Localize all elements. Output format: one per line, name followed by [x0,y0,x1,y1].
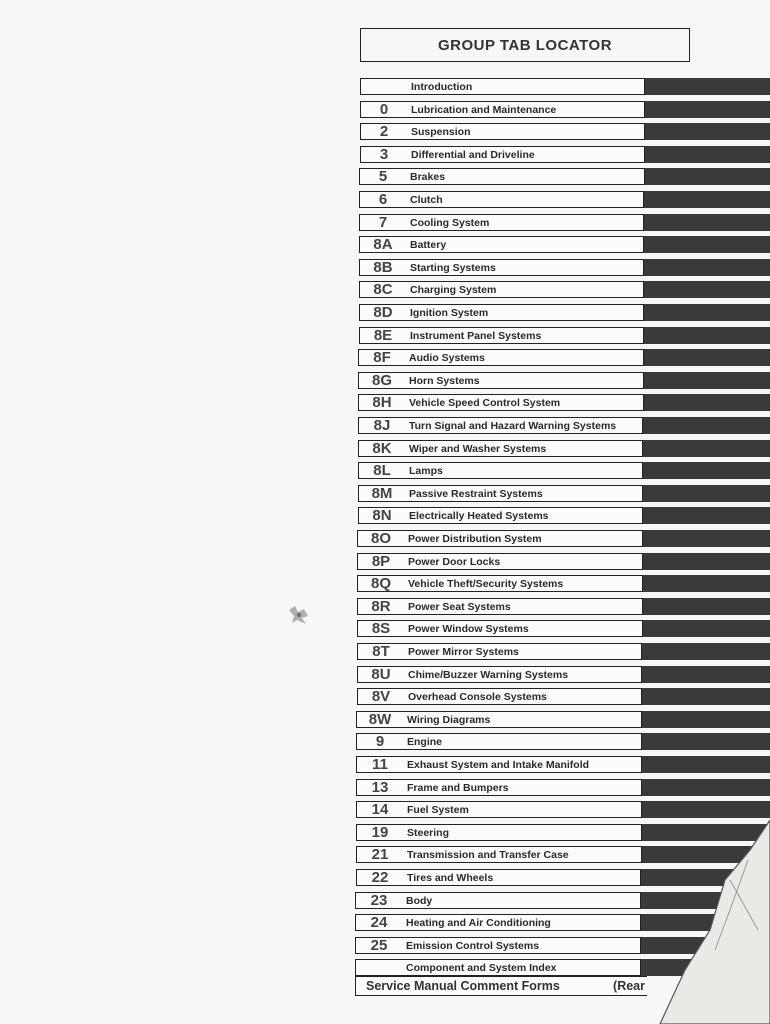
black-tab-strip [644,349,770,366]
black-tab-strip [645,146,770,163]
group-number: 6 [378,191,388,208]
black-tab-strip [644,236,770,253]
group-row[interactable] [358,462,643,479]
group-number: 8B [373,259,393,276]
black-tab-strip [644,327,770,344]
black-tab-strip [644,394,770,411]
comment-forms-label: Service Manual Comment Forms [366,979,560,993]
group-row[interactable] [357,598,643,615]
group-label: Transmission and Transfer Case [407,848,569,861]
black-tab-strip [643,440,770,457]
group-number: 8A [373,236,393,253]
page-title: GROUP TAB LOCATOR [360,28,690,62]
group-number: 8O [370,530,391,547]
group-number: 3 [379,146,389,163]
group-row[interactable] [356,779,642,796]
black-tab-strip [642,801,770,818]
group-label: Introduction [411,80,473,93]
group-label: Passive Restraint Systems [409,487,543,500]
group-label: Vehicle Theft/Security Systems [408,577,564,590]
group-label: Emission Control Systems [406,939,540,952]
black-tab-strip [644,281,770,298]
group-label: Lamps [409,464,443,477]
black-tab-strip [645,123,770,140]
group-label: Power Seat Systems [408,600,511,613]
black-tab-strip [643,485,770,502]
group-label: Power Distribution System [408,532,542,545]
group-label: Electrically Heated Systems [409,509,549,522]
group-row[interactable] [359,259,644,276]
group-label: Starting Systems [410,261,496,274]
group-row[interactable] [359,168,645,185]
group-row[interactable] [357,688,642,705]
group-row[interactable] [357,530,643,547]
group-number: 8H [372,394,392,411]
group-label: Exhaust System and Intake Manifold [407,758,590,771]
group-number: 8C [373,281,393,298]
black-tab-strip [643,462,770,479]
group-number: 8Q [370,575,391,592]
group-row[interactable] [357,643,642,660]
group-number: 8E [373,327,393,344]
group-label: Cooling System [410,216,490,229]
black-tab-strip [642,711,770,728]
group-row[interactable] [358,417,643,434]
group-number: 8L [373,462,391,479]
group-label: Power Window Systems [408,622,529,635]
group-row[interactable] [360,78,645,95]
group-label: Heating and Air Conditioning [406,916,551,929]
comment-forms-row[interactable] [355,976,647,996]
group-number: 8K [372,440,392,457]
black-tab-strip [642,666,770,683]
group-label: Audio Systems [409,351,485,364]
group-row[interactable] [357,553,643,570]
group-number: 8P [371,553,391,570]
group-row[interactable] [359,236,644,253]
group-label: Steering [407,826,450,839]
black-tab-strip [642,733,770,750]
group-label: Charging System [410,283,497,296]
group-number: 9 [375,733,385,750]
group-number [356,960,402,975]
group-row[interactable] [360,123,645,140]
group-number: 8J [373,417,391,434]
group-number: 8R [371,598,391,615]
group-number: 8N [372,507,392,524]
group-number: 7 [378,214,388,231]
group-number: 8V [371,688,391,705]
group-number: 5 [378,168,388,185]
group-row[interactable] [356,824,642,841]
group-row[interactable] [358,485,643,502]
group-row[interactable] [358,440,643,457]
group-row[interactable] [358,349,644,366]
smudge-mark [286,604,312,626]
group-label: Power Mirror Systems [408,645,519,658]
black-tab-strip [642,779,770,796]
group-row[interactable] [355,959,641,976]
group-label: Body [406,894,433,907]
group-label: Vehicle Speed Control System [409,396,561,409]
group-number: 19 [371,824,389,841]
group-label: Engine [407,735,443,748]
group-label: Component and System Index [406,961,557,974]
group-row[interactable] [360,101,645,118]
group-row[interactable] [359,214,644,231]
group-number [361,79,407,94]
group-number: 8G [371,372,392,389]
black-tab-strip [644,372,770,389]
group-row[interactable] [358,372,644,389]
group-row[interactable] [357,620,643,637]
group-number: 22 [371,869,389,886]
group-number: 24 [370,914,388,931]
group-number: 8U [371,666,391,683]
black-tab-strip [644,304,770,321]
group-label: Turn Signal and Hazard Warning Systems [409,419,617,432]
black-tab-strip [644,259,770,276]
black-tab-strip [643,598,770,615]
group-number: 8W [368,711,392,728]
group-row[interactable] [355,937,641,954]
group-label: Lubrication and Maintenance [411,103,557,116]
group-row[interactable] [355,914,641,931]
group-row[interactable] [358,394,644,411]
group-row[interactable] [356,711,642,728]
group-row[interactable] [356,801,642,818]
group-label: Wiper and Washer Systems [409,442,547,455]
group-row[interactable] [357,575,643,592]
black-tab-strip [642,643,770,660]
black-tab-strip [644,191,770,208]
group-number: 14 [371,801,389,818]
group-row[interactable] [356,733,642,750]
group-label: Frame and Bumpers [407,781,509,794]
group-label: Suspension [411,125,471,138]
black-tab-strip [643,553,770,570]
group-number: 8T [372,643,390,660]
group-row[interactable] [358,507,643,524]
group-row[interactable] [356,846,642,863]
group-row[interactable] [355,892,641,909]
group-number: 8F [373,349,391,366]
group-row[interactable] [357,666,642,683]
group-label: Horn Systems [409,374,480,387]
black-tab-strip [643,530,770,547]
group-label: Overhead Console Systems [408,690,547,703]
group-row[interactable] [359,327,644,344]
group-row[interactable] [359,191,644,208]
group-row[interactable] [356,869,641,886]
group-label: Ignition System [410,306,489,319]
group-label: Battery [410,238,447,251]
group-label: Instrument Panel Systems [410,329,542,342]
group-row[interactable] [356,756,642,773]
group-label: Chime/Buzzer Warning Systems [408,668,569,681]
group-number: 8S [371,620,391,637]
black-tab-strip [643,575,770,592]
group-label: Clutch [410,193,443,206]
black-tab-strip [643,507,770,524]
group-row[interactable] [359,304,644,321]
comment-forms-note: (Rear [613,979,645,993]
group-label: Power Door Locks [408,555,501,568]
group-number: 11 [372,756,388,773]
group-number: 21 [371,846,389,863]
group-number: 8D [373,304,393,321]
group-label: Fuel System [407,803,469,816]
group-label: Tires and Wheels [407,871,494,884]
black-tab-strip [645,78,770,95]
group-number: 23 [370,892,388,909]
group-number: 13 [371,779,389,796]
black-tab-strip [645,101,770,118]
torn-corner [630,820,770,1024]
group-row[interactable] [360,146,645,163]
group-number: 2 [379,123,389,140]
group-number: 8M [371,485,393,502]
group-label: Differential and Driveline [411,148,535,161]
black-tab-strip [645,168,770,185]
group-number: 25 [370,937,388,954]
group-row[interactable] [359,281,644,298]
black-tab-strip [642,756,770,773]
black-tab-strip [643,620,770,637]
group-label: Wiring Diagrams [407,713,491,726]
group-number: 0 [379,101,389,118]
black-tab-strip [642,688,770,705]
black-tab-strip [644,214,770,231]
group-label: Brakes [410,170,446,183]
black-tab-strip [643,417,770,434]
